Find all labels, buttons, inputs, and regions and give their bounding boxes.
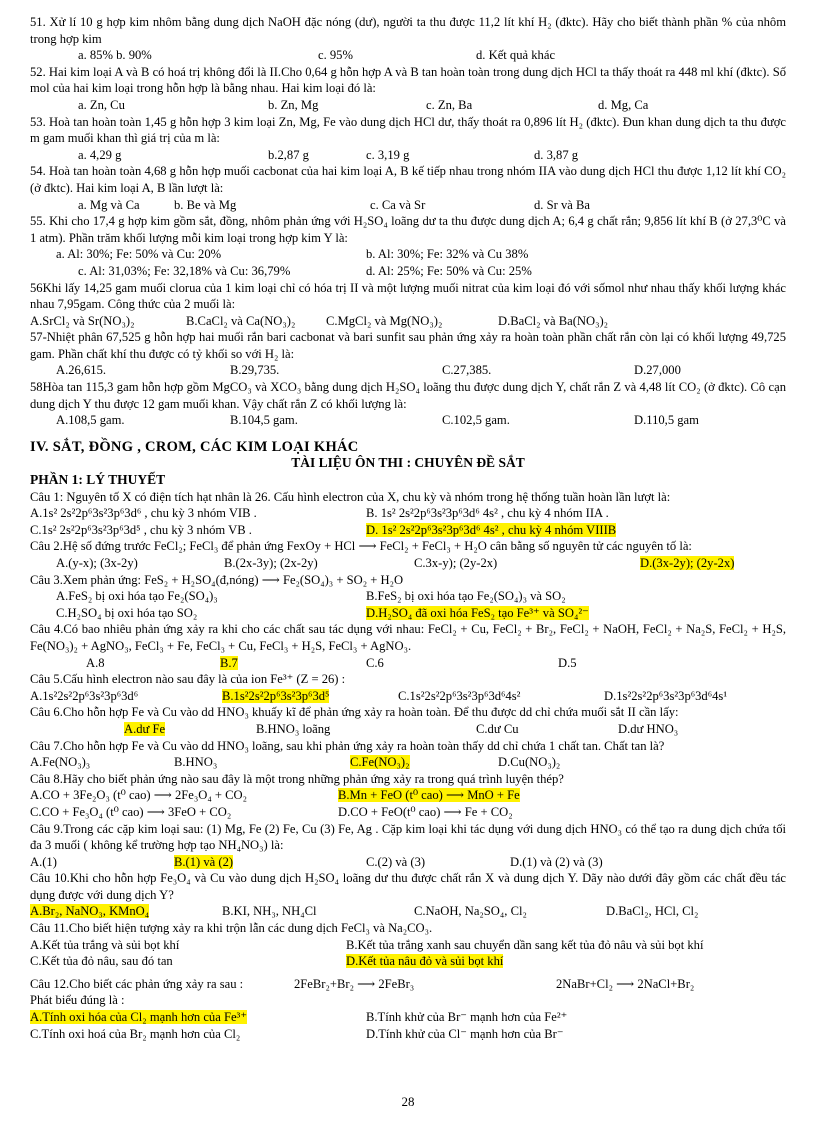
option: d. Al: 25%; Fe: 50% và Cu: 25% [366, 263, 532, 278]
option: B.29,735. [230, 363, 280, 378]
option: B. 1s² 2s²2p⁶3s²3p⁶3d⁶ 4s² , chu kỳ 4 nhóm IIA . [366, 506, 609, 521]
cau-5: Câu 5.Cấu hình electron nào sau đây là của ion Fe³⁺ (Z = 26) : [30, 672, 346, 687]
option: D.BaCl₂ và Ba(NO₃)₂ [498, 313, 609, 328]
options-c9 [30, 854, 786, 871]
option: A.26,615. [56, 363, 107, 378]
option: c. 3,19 g [366, 147, 410, 162]
page-number: 28 [401, 1094, 415, 1109]
options-51 [30, 47, 786, 64]
option: D.110,5 gam [634, 413, 699, 428]
question-53: 53. Hoà tan hoàn toàn 1,45 g hỗn hợp 3 kim loại Zn, Mg, Fe vào dung dịch HCl dư, thấy thoát ra 0,896 lít H₂ (đktc). Đun khan dung dịch ta thu được m gam muối khan thì giá trị của m là: [30, 114, 786, 146]
option: C.NaOH, Na₂SO₄, Cl₂ [414, 904, 527, 919]
option-answer: C.Fe(NO₃)₂ [350, 755, 410, 770]
option: a. Al: 30%; Fe: 50% và Cu: 20% [56, 247, 222, 262]
question-55: 55. Khi cho 17,4 g hợp kim gồm sắt, đồng, nhôm phản ứng với H₂SO₄ loãng dư ta thu được dung dịch A; 6,4 g chất rắn; 9,856 lít khí B (ở 27,3⁰C và 1 atm). Phần trăm khối lượng mỗi kim loại trong hợp kim Y là: [30, 214, 786, 245]
option: a. 85% b. 90% [78, 48, 152, 63]
option: D.dư HNO₃ [618, 721, 679, 736]
option: A.CO + 3Fe₂O₃ (t⁰ cao) ⟶ 2Fe₃O₄ + CO₂ [30, 788, 248, 803]
option: b.2,87 g [268, 147, 309, 162]
question-58: 58Hòa tan 115,3 gam hỗn hợp gồm MgCO₃ và XCO₃ bằng dung dịch H₂SO₄ loãng thu được dung dịch Y, chất rắn Z và 4,48 lít CO₂ (ở đktc). Cô cạn dung dịch Y thu được 12 gam muối khan. Vậy chất rắn Z có khối lượng là: [30, 380, 786, 411]
options-c8a [30, 787, 786, 804]
option: c. Zn, Ba [426, 97, 473, 112]
option: A.1s²2s²2p⁶3s²3p⁶3d⁶ [30, 688, 139, 703]
option: b. Be và Mg [174, 197, 237, 212]
option: A.108,5 gam. [56, 413, 125, 428]
option-answer: A.Tính oxi hóa của Cl₂ mạnh hơn của Fe³⁺ [30, 1010, 247, 1025]
options-58 [30, 412, 786, 429]
option: b. Zn, Mg [268, 97, 319, 112]
cau-12-prompt: Phát biểu đúng là : [30, 993, 125, 1008]
option: B.HNO₃ loãng [256, 721, 331, 736]
cau-12-text: Câu 12.Cho biết các phản ứng xảy ra sau : [30, 976, 244, 991]
option: a. Mg và Ca [78, 197, 140, 212]
options-55b [30, 263, 786, 280]
options-c1b [30, 522, 786, 539]
option: A.SrCl₂ và Sr(NO₃)₂ [30, 313, 135, 328]
options-c8b [30, 804, 786, 821]
section-heading: IV. SẮT, ĐỒNG , CROM, CÁC KIM LOẠI KHÁC [30, 438, 359, 455]
option: C.Kết tủa đỏ nâu, sau đó tan [30, 954, 173, 969]
options-56 [30, 313, 786, 330]
option: A.1s² 2s²2p⁶3s²3p⁶3d⁶ , chu kỳ 3 nhóm VIB . [30, 506, 257, 521]
option: C.3x-y); (2y-2x) [414, 556, 498, 570]
part-heading: PHẦN 1: LÝ THUYẾT [30, 472, 166, 488]
option: A.FeS₂ bị oxi hóa tạo Fe₂(SO₄)₃ [56, 589, 218, 604]
option: c. 95% [318, 48, 353, 63]
option: C.(2) và (3) [366, 854, 426, 869]
option: A.Kết tủa trắng và sủi bọt khí [30, 937, 180, 952]
options-c3a [30, 588, 786, 605]
option: B.104,5 gam. [230, 413, 298, 428]
options-54 [30, 197, 786, 214]
option: D.Tính khử của Cl⁻ mạnh hơn của Br⁻ [366, 1026, 564, 1041]
reaction-1: 2FeBr₂+Br₂ ⟶ 2FeBr₃ [294, 976, 415, 991]
options-c2 [30, 555, 786, 572]
cau-6: Câu 6.Cho hỗn hợp Fe và Cu vào dd HNO₃ khuấy kĩ để phản ứng xảy ra hoàn toàn. Để thu được dd chỉ chứa muối sắt II cần lấy: [30, 705, 679, 720]
cau-8: Câu 8.Hãy cho biết phản ứng nào sau đây là một trong những phản ứng xảy ra trong quá trình luyện thép? [30, 771, 564, 786]
document-title: TÀI LIỆU ÔN THI : CHUYÊN ĐỀ SẮT [291, 455, 525, 471]
cau-11: Câu 11.Cho biết hiện tượng xảy ra khi trộn lẫn các dung dịch FeCl₃ và Na₂CO₃. [30, 921, 433, 936]
document-page [30, 14, 786, 1042]
options-c6 [30, 721, 786, 738]
option: B.FeS₂ bị oxi hóa tạo Fe₂(SO₄)₃ và SO₂ [366, 589, 566, 604]
option: d. Kết quả khác [476, 48, 556, 63]
option: C.Tính oxi hoá của Br₂ mạnh hơn của Cl₂ [30, 1026, 241, 1041]
cau-7: Câu 7.Cho hỗn hợp Fe và Cu vào dd HNO₃ loãng, sau khi phản ứng xảy ra hoàn toàn thấy dd chỉ chứa 1 chất tan. Chất tan là? [30, 738, 665, 753]
option: B.KI, NH₃, NH₄Cl [222, 904, 317, 919]
options-c1a [30, 505, 786, 522]
option: C.1s²2s²2p⁶3s²3p⁶3d⁶4s² [398, 688, 521, 703]
options-c12b [30, 1026, 786, 1043]
option: B.Tính khử của Br⁻ mạnh hơn của Fe²⁺ [366, 1010, 568, 1025]
option: D.BaCl₂, HCl, Cl₂ [606, 904, 699, 919]
option: c. Al: 31,03%; Fe: 32,18% và Cu: 36,79% [78, 263, 291, 278]
cau-12 [30, 976, 786, 993]
option: B.Kết tủa trắng xanh sau chuyển dần sang kết tủa đỏ nâu và sủi bọt khí [346, 937, 704, 952]
options-c10 [30, 903, 786, 920]
question-57: 57-Nhiệt phân 67,525 g hỗn hợp hai muối rắn bari cacbonat và bari sunfit sau phản ứng xảy ra hoàn toàn phần chất rắn còn lại có khối lượng 49,725 gam. Phần chất khí thu được có tỷ khối so với H₂ là: [30, 330, 786, 361]
option: C.H₂SO₄ bị oxi hóa tạo SO₂ [56, 605, 198, 620]
options-52 [30, 97, 786, 114]
option-answer: A.Br₂, NaNO₃, KMnO₄ [30, 904, 150, 919]
option-answer: D.H₂SO₄ đã oxi hóa FeS₂ tạo Fe³⁺ và SO₄²⁻ [366, 605, 589, 620]
option: A.(y-x); (3x-2y) [56, 556, 138, 570]
option: b. Al: 30%; Fe: 32% và Cu 38% [366, 247, 529, 262]
option: D.Cu(NO₃)₂ [498, 755, 561, 770]
option: C.1s² 2s²2p⁶3s²3p⁶3d⁵ , chu kỳ 3 nhóm VB . [30, 522, 252, 537]
option: C.CO + Fe₃O₄ (t⁰ cao) ⟶ 3FeO + CO₂ [30, 804, 232, 819]
options-53 [30, 147, 786, 164]
option: D.1s²2s²2p⁶3s²3p⁶3d⁶4s¹ [604, 688, 728, 703]
option-answer: B.(1) và (2) [174, 854, 234, 869]
option: C.6 [366, 655, 384, 670]
option: B.(2x-3y); (2x-2y) [224, 556, 318, 570]
option-answer: B.1s²2s²2p⁶3s²3p⁶3d⁵ [222, 688, 330, 703]
option: C.MgCl₂ và Mg(NO₃)₂ [326, 313, 443, 328]
option: D.5 [558, 655, 577, 670]
options-c3b [30, 605, 786, 622]
reaction-2: 2NaBr+Cl₂ ⟶ 2NaCl+Br₂ [556, 976, 695, 991]
options-c11b [30, 953, 786, 970]
option: d. 3,87 g [534, 147, 579, 162]
question-51: 51. Xử lí 10 g hợp kim nhôm bằng dung dịch NaOH đặc nóng (dư), người ta thu được 11,2 lít khí H₂ (đktc). Hãy cho biết thành phần % của nhôm trong hợp kim [30, 15, 786, 46]
option: D.CO + FeO(t⁰ cao) ⟶ Fe + CO₂ [338, 804, 513, 819]
option: A.8 [86, 655, 105, 670]
option-answer: D.Kết tủa nâu đỏ và sủi bọt khí [346, 954, 504, 969]
cau-10: Câu 10.Khi cho hỗn hợp Fe₃O₄ và Cu vào dung dịch H₂SO₄ loãng dư thu được chất rắn X và dung dịch Y. Dãy nào dưới đây gồm các chất đều tác dụng được với dung dịch Y? [30, 871, 786, 902]
option: C.dư Cu [476, 721, 519, 736]
option: d. Mg, Ca [598, 97, 649, 112]
option-answer: D.(3x-2y); (2y-2x) [640, 556, 735, 570]
options-c11a [30, 937, 786, 954]
cau-3: Câu 3.Xem phản ứng: FeS₂ + H₂SO₄(đ,nóng) ⟶ Fe₂(SO₄)₃ + SO₂ + H₂O [30, 572, 404, 587]
option: D.(1) và (2) và (3) [510, 854, 603, 869]
cau-2: Câu 2.Hệ số đứng trước FeCl₂; FeCl₃ để phản ứng FexOy + HCl ⟶ FeCl₂ + FeCl₃ + H₂O cân bằng số nguyên tử các nguyên tố là: [30, 539, 692, 554]
options-c4 [30, 655, 786, 672]
question-54: 54. Hoà tan hoàn toàn 4,68 g hỗn hợp muối cacbonat của hai kim loại A, B kế tiếp nhau trong nhóm IIA vào dung dịch HCl thu được 1,12 lít khí CO₂ (ở đktc). Hai kim loại A, B lần lượt là: [30, 164, 786, 195]
option: B.HNO₃ [174, 755, 218, 770]
options-55a [30, 246, 786, 263]
options-c12a [30, 1009, 786, 1026]
cau-9: Câu 9.Trong các cặp kim loại sau: (1) Mg, Fe (2) Fe, Cu (3) Fe, Ag . Cặp kim loại khi tác dụng với dung dịch HNO₃ có thể tạo ra dung dịch chứa tối đa 3 muối ( không kể trường hợp tạo NH₄NO₃) là: [30, 821, 786, 853]
cau-1: Câu 1: Nguyên tố X có điện tích hạt nhân là 26. Cấu hình electron của X, chu kỳ và nhóm trong hệ thống tuần hoàn lần lượt là: [30, 489, 671, 504]
option: D.27,000 [634, 363, 681, 378]
options-c5 [30, 688, 786, 705]
option: C.27,385. [442, 363, 492, 378]
option-answer: D. 1s² 2s²2p⁶3s²3p⁶3d⁶ 4s² , chu kỳ 4 nhóm VIIIB [366, 522, 617, 537]
option-answer: B.7 [220, 655, 238, 670]
option-answer: B.Mn + FeO (t⁰ cao) ⟶ MnO + Fe [338, 788, 520, 803]
question-56: 56Khi lấy 14,25 gam muối clorua của 1 kim loại chỉ có hóa trị II và một lượng muối nitrat của kim loại đó với sốmol như nhau thấy khối lượng khác nhau 7,95gam. Công thức của 2 muối là: [30, 280, 786, 312]
option: a. Zn, Cu [78, 97, 125, 112]
option: A.Fe(NO₃)₃ [30, 755, 91, 770]
option: A.(1) [30, 854, 57, 869]
option-answer: A.dư Fe [124, 721, 166, 736]
option: a. 4,29 g [78, 147, 122, 162]
option: B.CaCl₂ và Ca(NO₃)₂ [186, 313, 296, 328]
option: C.102,5 gam. [442, 413, 510, 428]
options-57 [30, 362, 786, 379]
option: c. Ca và Sr [370, 197, 426, 212]
question-52: 52. Hai kim loại A và B có hoá trị không đổi là II.Cho 0,64 g hỗn hợp A và B tan hoàn toàn trong dung dịch HCl ta thấy thoát ra 448 ml khí (đktc). Số mol của hai kim loại trong hỗn hợp là bằng nhau. Hai kim loại đó là: [30, 64, 786, 96]
option: d. Sr và Ba [534, 197, 590, 212]
cau-4: Câu 4.Có bao nhiêu phản ứng xảy ra khi cho các chất sau tác dụng với nhau: FeCl₂ + Cu, FeCl₂ + Br₂, FeCl₂ + NaOH, FeCl₂ + Na₂S, FeCl₂ + H₂S, Fe(NO₃)₂ + AgNO₃, FeCl₃ + Fe, FeCl₃ + Cu, FeCl₃ + H₂S, FeCl₃ + AgNO₃. [30, 622, 786, 653]
options-c7 [30, 754, 786, 771]
